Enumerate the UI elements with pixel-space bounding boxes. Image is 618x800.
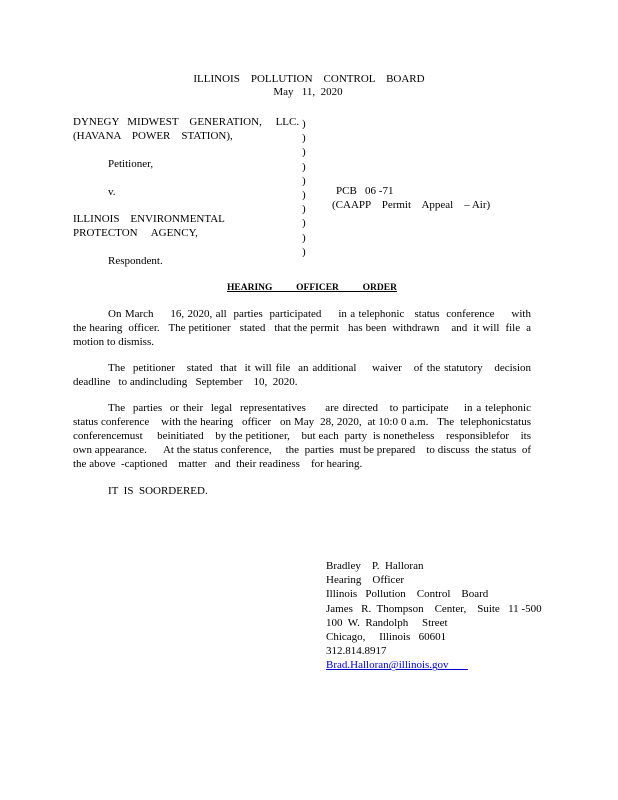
paragraph-4: IT IS SOORDERED. [108,485,208,497]
board-name: ILLINOIS POLLUTION CONTROL BOARD [193,73,425,85]
paren: ) [302,132,306,145]
caption-parentheses [302,117,306,259]
paren: ) [302,245,306,258]
petitioner-name-line-1: DYNEGY MIDWEST GENERATION, LLC. [73,116,300,128]
case-type: (CAAPP Permit Appeal – Air) [332,199,491,211]
order-date: May 11, 2020 [273,86,343,98]
paragraph-1: On March 16, 2020, all parties participated in a telephonic status conference with the hearing officer. The petitioner stated that the permit has been withdrawn and it will file a motion to dismiss. [73,308,537,348]
signer-email-link[interactable]: Brad.Halloran@illinois.gov [326,659,449,672]
paren: ) [302,146,306,159]
respondent-name-line-2: PROTECTON AGENCY, [73,227,198,239]
signer-phone: 312.814.8917 [326,645,387,658]
signature-block [326,559,542,673]
signer-organization: Illinois Pollution Control Board [326,588,489,601]
paren: ) [302,231,306,244]
paragraph-3: The parties or their legal representatives are directed to participate in a telephonic status conference with the hearing officer on May 28, 2020, at 10:0 0 a.m. The telephonicstatus conferencemust beinitiated by the petitioner, but each party is nonetheless responsiblefor its own appearance. At the status conference, the parties must be prepared to discuss the status of the above -captioned matter and their readiness for hearing. [73,402,540,470]
paren: ) [302,217,306,230]
paren: ) [302,203,306,216]
signer-address-line-1: James R. Thompson Center, Suite 11 -500 [326,602,542,615]
signer-name: Bradley P. Halloran [326,560,424,572]
order-title: HEARING OFFICER ORDER [227,283,397,293]
signer-address-line-2: 100 W. Randolph Street [326,616,448,629]
petitioner-role: Petitioner, [108,158,154,170]
signer-city: Chicago, Illinois 60601 [326,631,447,644]
respondent-role: Respondent. [108,255,163,267]
paren: ) [302,174,306,187]
paren: ) [302,188,306,201]
signer-title: Hearing Officer [326,574,404,587]
paren: ) [302,118,306,130]
paragraph-2: The petitioner stated that it will file an additional waiver of the statutory decision deadline to andincluding September 10, 2020. [73,362,534,388]
email-underline-tail [449,659,468,671]
case-number: PCB 06 -71 [336,185,394,197]
petitioner-name-line-2: (HAVANA POWER STATION), [73,130,233,142]
paren: ) [302,160,306,173]
versus-label: v. [108,186,116,198]
respondent-name-line-1: ILLINOIS ENVIRONMENTAL [73,213,225,225]
